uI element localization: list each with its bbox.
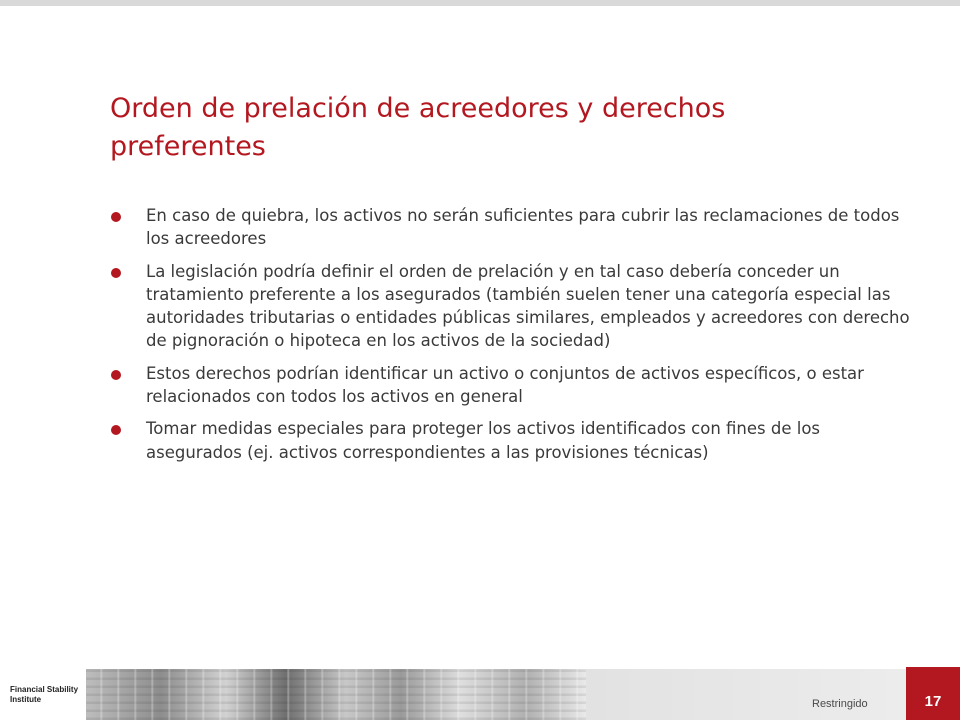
bullet-item [110, 204, 910, 251]
classification-label: Restringido [812, 698, 868, 710]
logo-line-1: Financial Stability [10, 685, 79, 694]
fsi-logo [10, 685, 86, 705]
bullet-item [110, 362, 910, 409]
bullet-text: En caso de quiebra, los activos no serán suficientes para cubrir las reclamaciones de todos los acreedores [146, 206, 900, 249]
bullet-item [110, 260, 910, 353]
bullet-text: La legislación podría definir el orden de prelación y en tal caso debería conceder un tratamiento preferente a los asegurados (también suelen tener una categoría especial las autoridades tributarias o entidades públicas similares, empleados y acreedores con derecho de pignoración o hipoteca en los activos de la sociedad) [146, 261, 910, 351]
bullet-dot-icon [111, 212, 121, 222]
bullet-dot-icon [111, 370, 121, 380]
bullet-text: Estos derechos podrían identificar un activo o conjuntos de activos específicos, o estar relacionados con todos los activos en general [146, 363, 864, 407]
footer [0, 667, 960, 720]
bullet-dot-icon [111, 268, 121, 278]
bullet-item [110, 417, 910, 464]
logo-line-2: Institute [10, 695, 42, 704]
footer-image-fade [586, 669, 906, 720]
footer-building-image [86, 669, 586, 720]
bullet-dot-icon [111, 425, 121, 435]
slide-title: Orden de prelación de acreedores y derechos preferentes [110, 93, 726, 162]
bullet-text: Tomar medidas especiales para proteger los activos identificados con fines de los asegurados (ej. activos correspondientes a las provisiones técnicas) [146, 419, 821, 462]
page-number: 17 [906, 667, 960, 720]
bullet-list [110, 204, 910, 473]
top-border-bar [0, 0, 960, 6]
